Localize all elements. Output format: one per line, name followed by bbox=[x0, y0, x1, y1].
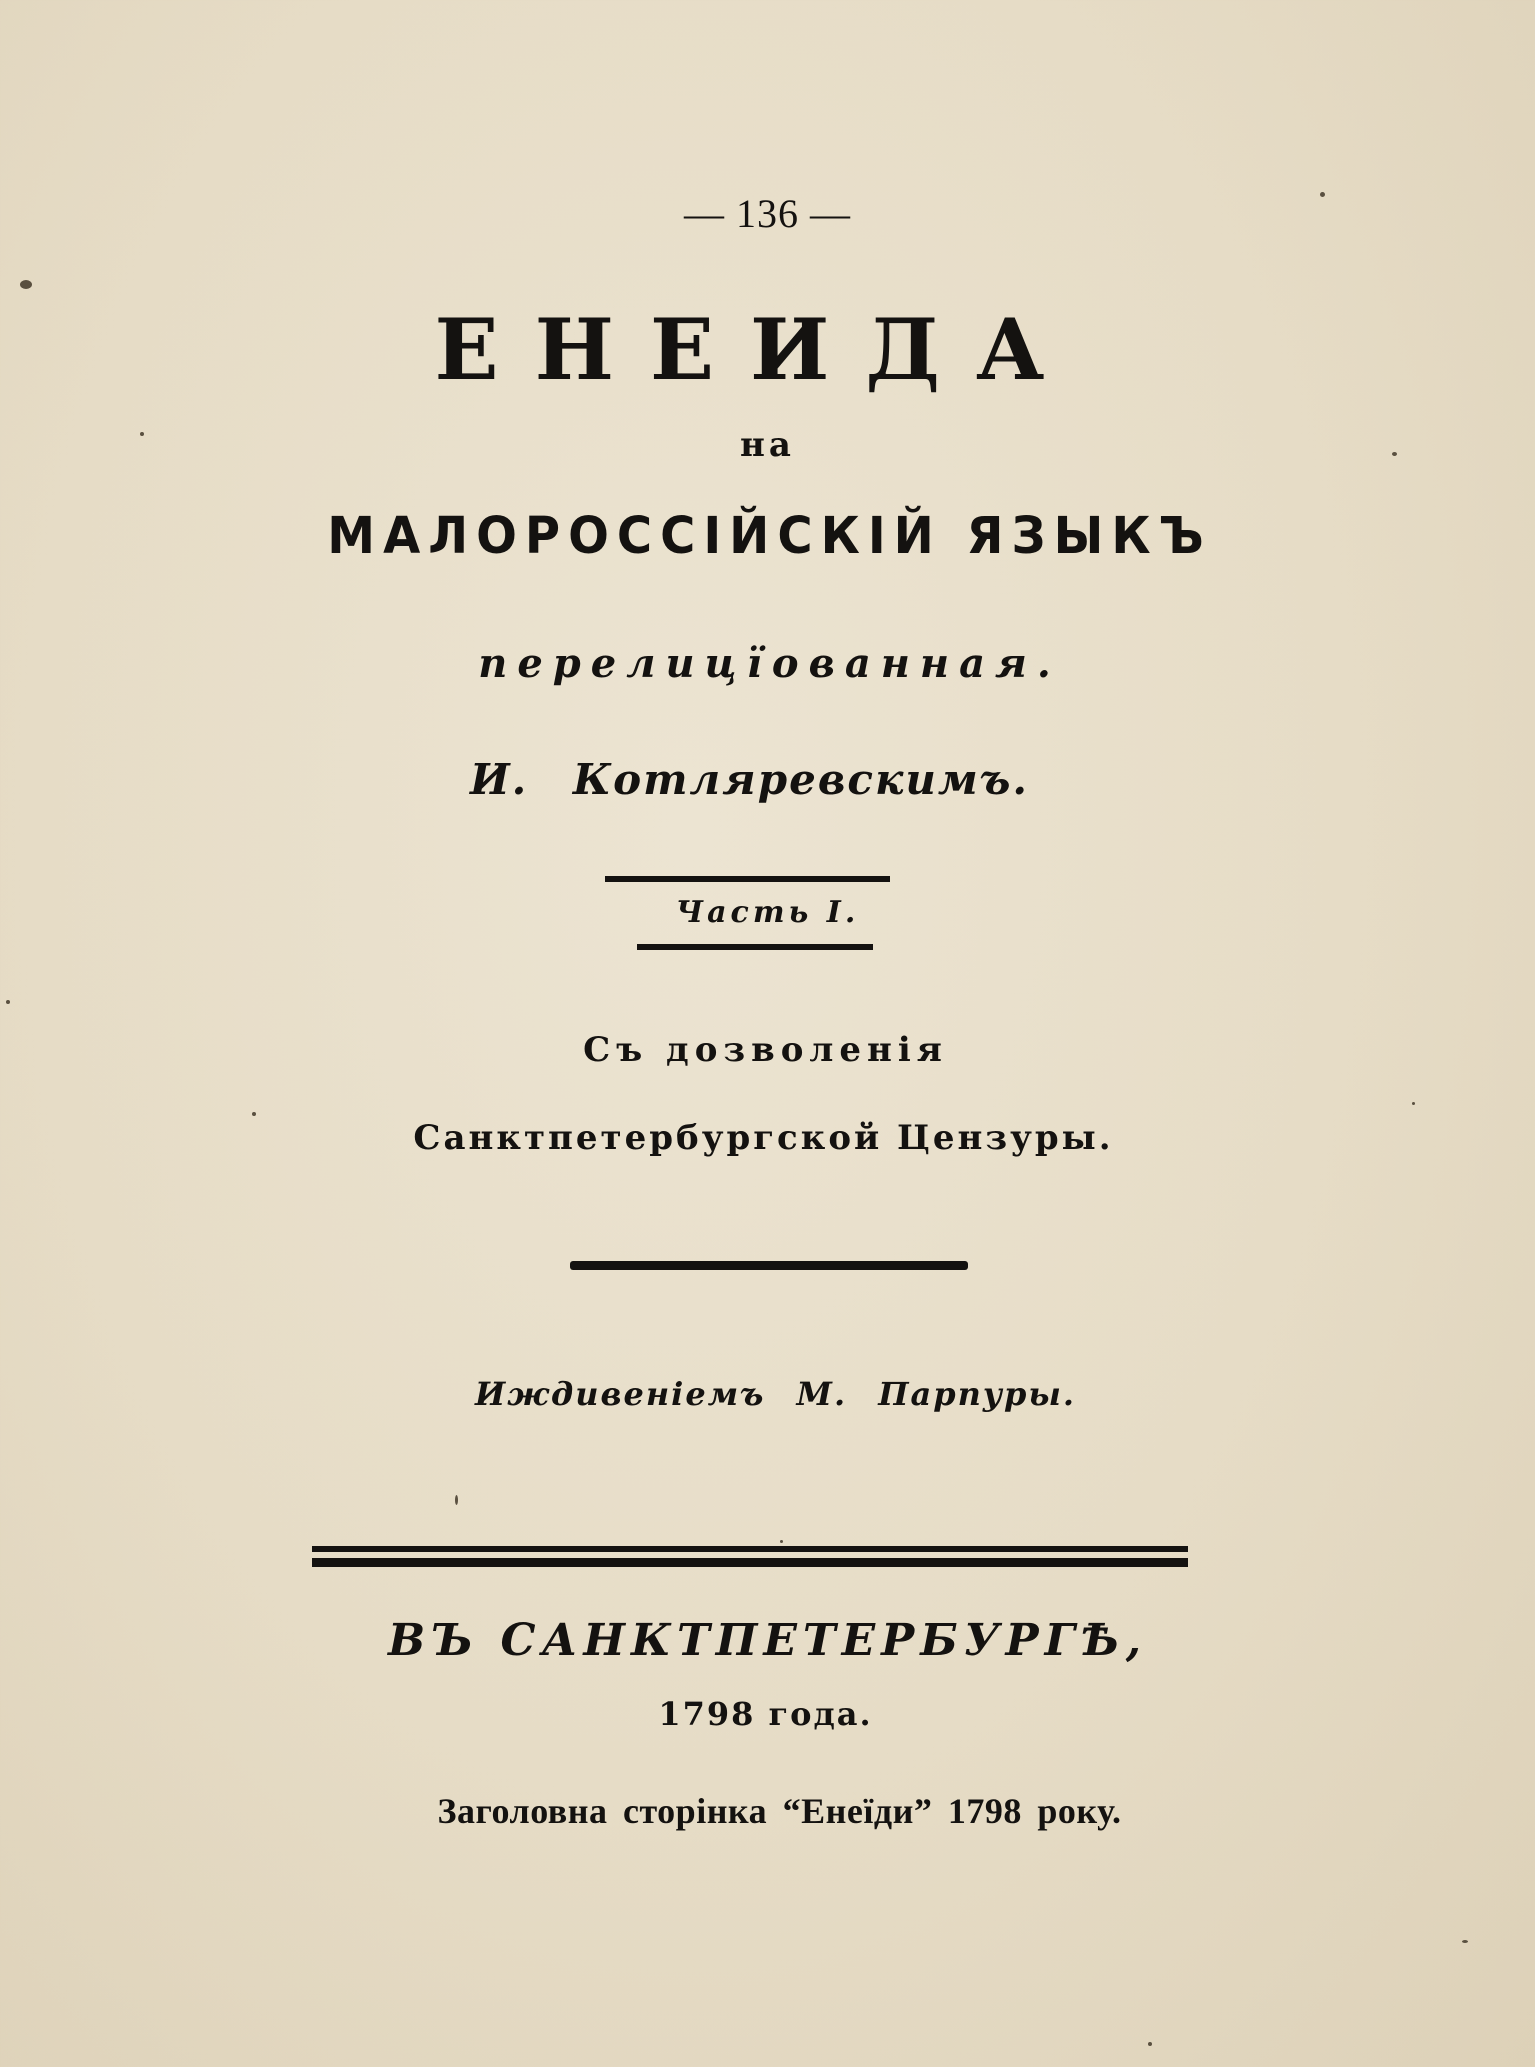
middle-rule bbox=[570, 1261, 968, 1270]
title-preposition: на bbox=[740, 425, 795, 465]
censorship-line: Санктпетербургской Цензуры. bbox=[413, 1118, 1114, 1158]
paper-speck bbox=[1462, 1940, 1468, 1943]
imprint-city: ВЪ САНКТПЕТЕРБУРГѢ, bbox=[387, 1615, 1148, 1666]
subtitle: перелицїованная. bbox=[478, 640, 1061, 687]
paper-speck bbox=[1320, 192, 1325, 197]
paper-speck bbox=[1148, 2042, 1152, 2046]
double-rule-bottom bbox=[312, 1558, 1188, 1567]
part-rule-bottom bbox=[637, 944, 873, 950]
book-title: ЕНЕИДА bbox=[434, 300, 1081, 399]
permission-line: Съ дозволенія bbox=[583, 1030, 948, 1070]
author-line: И. Котляревскимъ. bbox=[469, 755, 1030, 804]
paper-speck bbox=[455, 1495, 458, 1505]
part-rule-top bbox=[605, 876, 890, 882]
part-label: Часть I. bbox=[675, 895, 860, 930]
printer-line: Иждивеніемъ М. Парпуры. bbox=[474, 1375, 1077, 1413]
paper-speck bbox=[20, 280, 32, 289]
photo-caption: Заголовна сторінка “Енеїди” 1798 року. bbox=[437, 1791, 1122, 1831]
paper-speck bbox=[1412, 1102, 1415, 1105]
page-number: — 136 — bbox=[684, 191, 851, 236]
paper-speck bbox=[780, 1540, 783, 1543]
paper-speck bbox=[1392, 452, 1397, 456]
double-rule-top bbox=[312, 1546, 1188, 1552]
paper-speck bbox=[6, 1000, 10, 1004]
paper-speck bbox=[140, 432, 144, 436]
imprint-year: 1798 года. bbox=[658, 1695, 873, 1733]
paper-speck bbox=[252, 1112, 256, 1116]
title-language: МАЛОРОССІЙСКІЙ ЯЗЫКЪ bbox=[327, 506, 1212, 566]
